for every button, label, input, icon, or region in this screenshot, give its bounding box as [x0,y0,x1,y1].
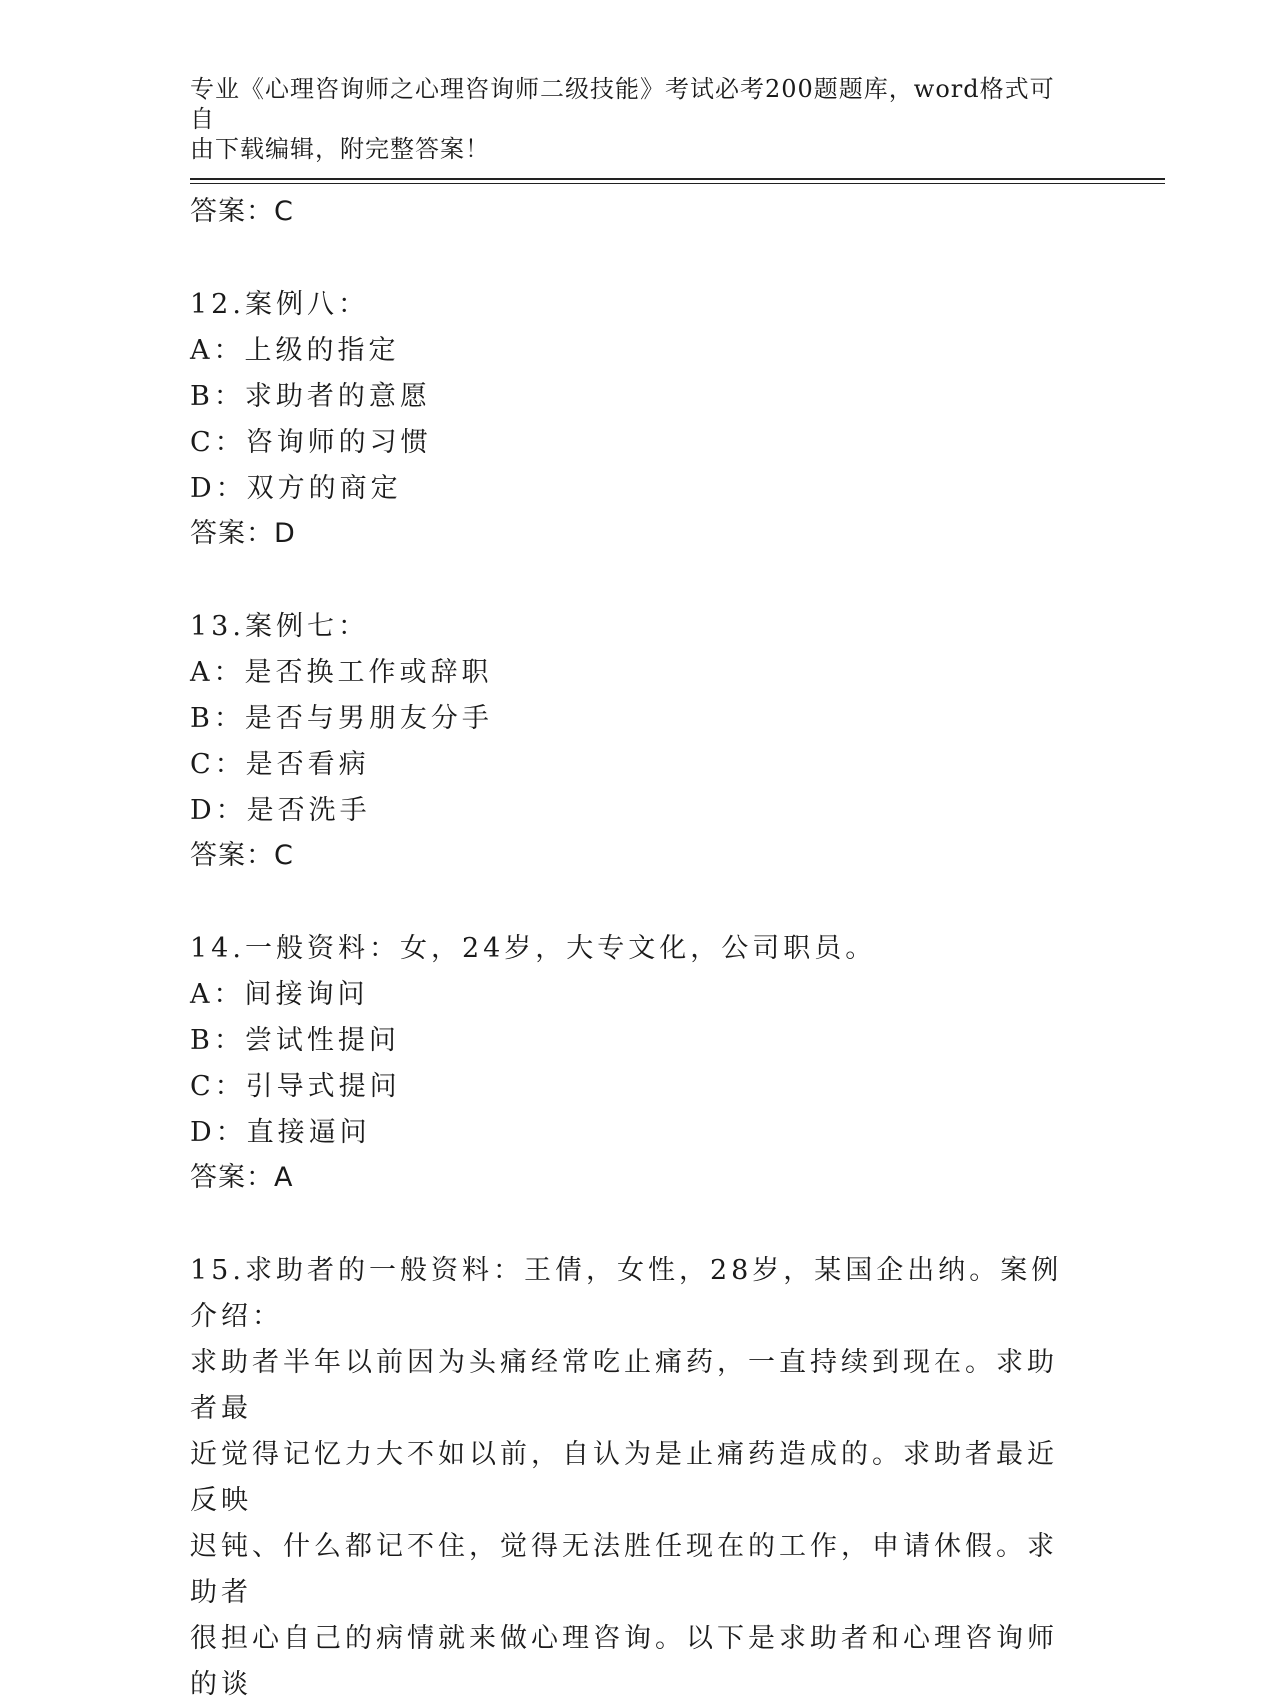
option-c: C：是否看病 [190,749,370,780]
answer-line: 答案：D [190,518,296,549]
question-stem: 14.一般资料：女，24岁，大专文化，公司职员。 [190,933,877,964]
question-stem: 13.案例七： [190,611,369,642]
option-b: B：尝试性提问 [190,1025,400,1056]
paragraph-line: 迟钝、什么都记不住，觉得无法胜任现在的工作，申请休假。求助者 [190,1531,1058,1608]
question-block-12 [190,282,1070,556]
option-b: B：求助者的意愿 [190,381,431,412]
answer-line: 答案：A [190,1162,294,1193]
paragraph-line: 求助者半年以前因为头痛经常吃止痛药，一直持续到现在。求助者最 [190,1347,1058,1424]
document-body [190,190,1070,1708]
option-b: B：是否与男朋友分手 [190,703,493,734]
paragraph-line: 近觉得记忆力大不如以前，自认为是止痛药造成的。求助者最近反映 [190,1439,1058,1516]
option-d: D：双方的商定 [190,473,402,504]
question-block-13 [190,604,1070,878]
header-line-1: 专业《心理咨询师之心理咨询师二级技能》考试必考200题题库，word格式可自 [190,75,1055,133]
header-divider-thick [190,178,1165,180]
paragraph-line: 15.求助者的一般资料：王倩，女性，28岁，某国企出纳。案例介绍： [190,1255,1063,1332]
answer-line: 答案：C [190,840,294,871]
question-stem: 12.案例八： [190,289,369,320]
header-line-2: 由下载编辑，附完整答案！ [190,135,490,163]
question-block-14 [190,926,1070,1200]
header-divider-thin [190,183,1165,184]
option-c: C：引导式提问 [190,1071,401,1102]
option-d: D：直接逼问 [190,1117,371,1148]
option-a: A：是否换工作或辞职 [190,657,493,688]
option-d: D：是否洗手 [190,795,371,826]
option-c: C：咨询师的习惯 [190,427,432,458]
option-a: A：上级的指定 [190,335,400,366]
document-header [190,74,1070,164]
paragraph-line: 很担心自己的病情就来做心理咨询。以下是求助者和心理咨询师的谈 [190,1623,1058,1700]
question-block-15 [190,1248,1070,1708]
answer-line: 答案：C [190,196,294,227]
option-a: A：间接询问 [190,979,369,1010]
